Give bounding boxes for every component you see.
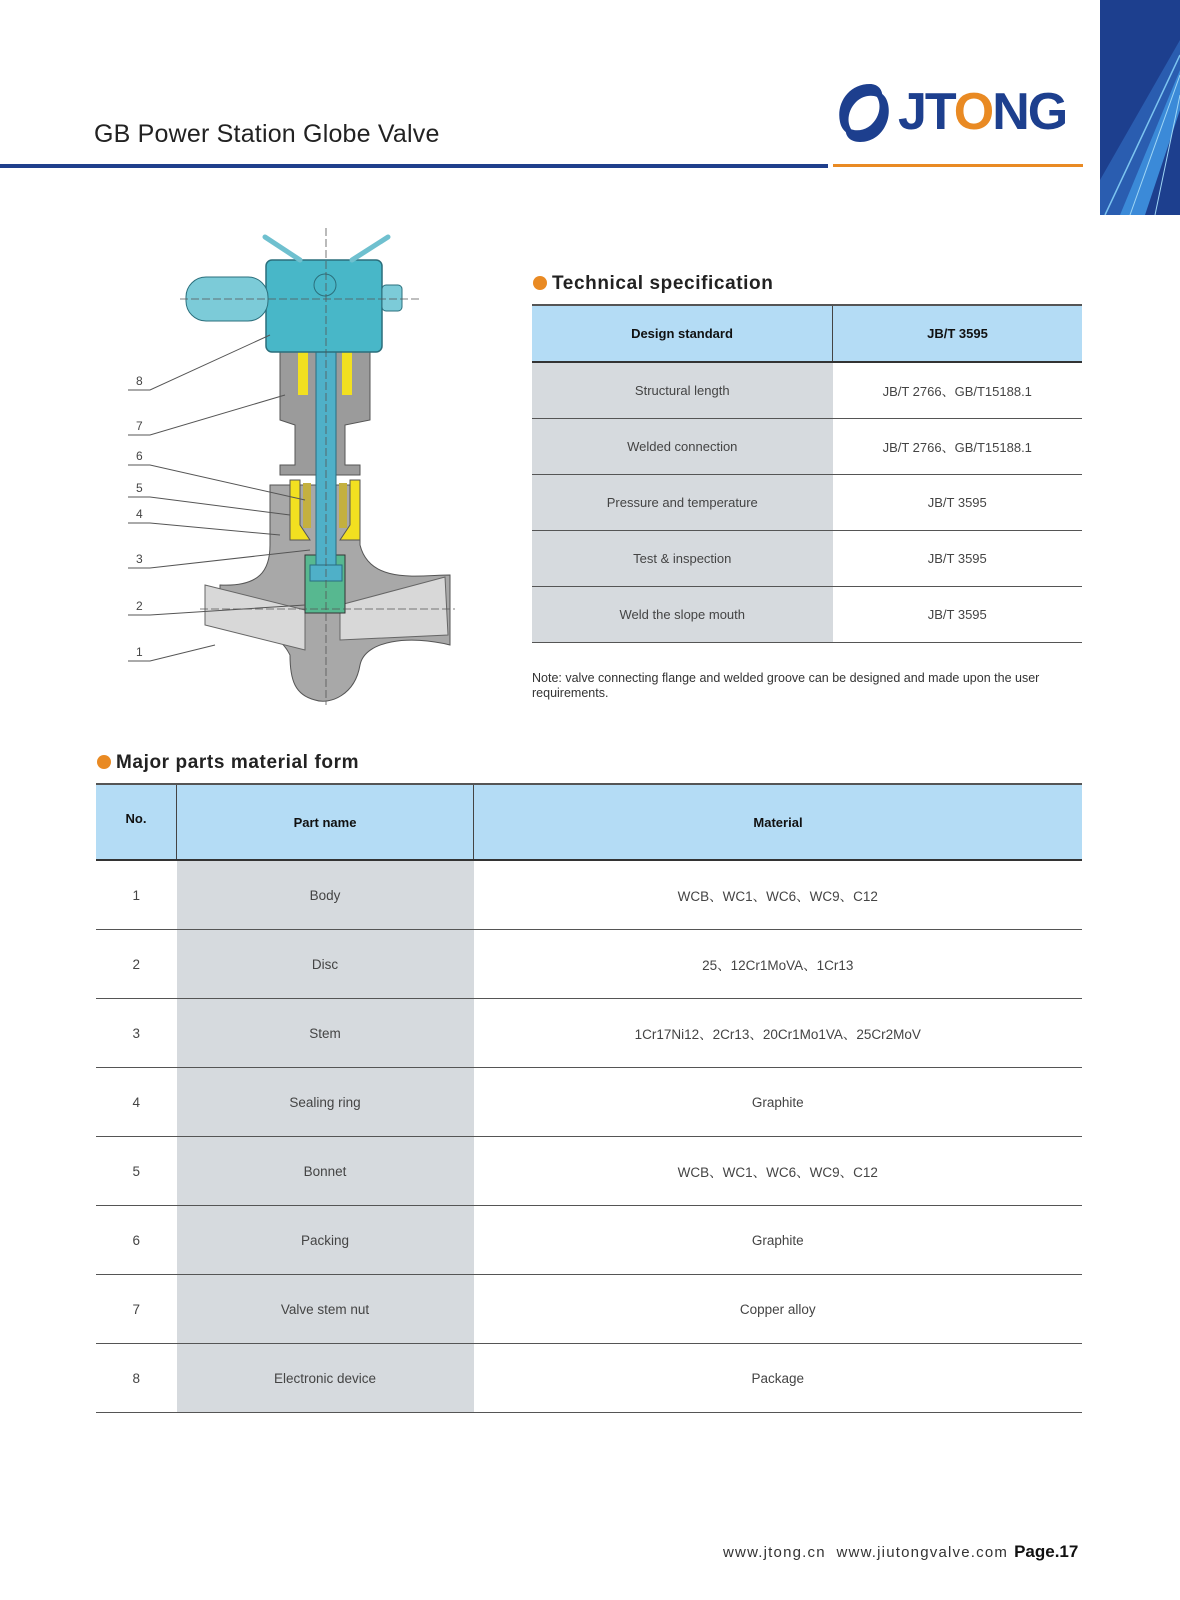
part-name: Stem — [177, 999, 474, 1068]
swirl-logo-icon — [832, 78, 896, 148]
part-no: 1 — [96, 860, 177, 930]
part-material: Graphite — [474, 1206, 1083, 1275]
design-standard-label: Design standard — [532, 305, 833, 362]
spec-value: JB/T 2766、GB/T15188.1 — [833, 419, 1083, 475]
col-header-no: No. — [96, 784, 177, 860]
parts-material-table — [96, 783, 1082, 1413]
valve-cross-section-diagram — [120, 225, 470, 725]
table-row — [96, 860, 1082, 930]
part-material: WCB、WC1、WC6、WC9、C12 — [474, 1137, 1083, 1206]
title-divider-blue — [0, 164, 828, 168]
part-name: Sealing ring — [177, 1068, 474, 1137]
spec-label: Structural length — [532, 362, 833, 419]
spec-value: JB/T 3595 — [833, 531, 1083, 587]
table-row — [96, 1137, 1082, 1206]
part-material: 1Cr17Ni12、2Cr13、20Cr1Mo1VA、25Cr2MoV — [474, 999, 1083, 1068]
parts-header-row — [96, 784, 1082, 860]
tech-spec-title: Technical specification — [552, 273, 774, 294]
part-name: Disc — [177, 930, 474, 999]
part-no: 4 — [96, 1068, 177, 1137]
footer-urls[interactable]: www.jtong.cn www.jiutongvalve.com — [723, 1544, 1009, 1561]
part-no: 2 — [96, 930, 177, 999]
callout-4: 4 — [136, 507, 143, 521]
spec-value: JB/T 3595 — [833, 475, 1083, 531]
table-row — [532, 531, 1082, 587]
part-name: Valve stem nut — [177, 1275, 474, 1344]
callout-1: 1 — [136, 645, 143, 659]
part-no: 5 — [96, 1137, 177, 1206]
spec-label: Pressure and temperature — [532, 475, 833, 531]
spec-label: Test & inspection — [532, 531, 833, 587]
tech-spec-heading — [533, 273, 773, 295]
page-number: Page.17 — [1014, 1542, 1079, 1561]
part-name: Bonnet — [177, 1137, 474, 1206]
page-title: GB Power Station Globe Valve — [94, 120, 440, 148]
table-row — [532, 362, 1082, 419]
part-material: Copper alloy — [474, 1275, 1083, 1344]
bullet-dot-icon — [533, 276, 547, 290]
part-name: Body — [177, 860, 474, 930]
table-row — [96, 1206, 1082, 1275]
table-row — [96, 1275, 1082, 1344]
part-name: Packing — [177, 1206, 474, 1275]
table-row — [96, 930, 1082, 999]
callout-5: 5 — [136, 481, 143, 495]
table-row — [96, 999, 1082, 1068]
brand-name: JTONG — [898, 83, 1067, 141]
part-material: Package — [474, 1344, 1083, 1413]
part-no: 7 — [96, 1275, 177, 1344]
table-row — [96, 1344, 1082, 1413]
table-row — [96, 1068, 1082, 1137]
part-material: WCB、WC1、WC6、WC9、C12 — [474, 860, 1083, 930]
part-no: 8 — [96, 1344, 177, 1413]
page-footer — [723, 1542, 1078, 1562]
callout-6: 6 — [136, 449, 143, 463]
spec-label: Welded connection — [532, 419, 833, 475]
callout-7: 7 — [136, 419, 143, 433]
callout-3: 3 — [136, 552, 143, 566]
part-no: 6 — [96, 1206, 177, 1275]
tech-spec-header-row — [532, 305, 1082, 362]
corner-decoration — [1100, 0, 1180, 215]
tech-spec-table — [532, 304, 1082, 643]
col-header-material: Material — [474, 784, 1083, 860]
col-header-part-name: Part name — [177, 784, 474, 860]
brand-logo — [832, 78, 1082, 148]
spec-note: Note: valve connecting flange and welded groove can be designed and made upon the user requirements. — [532, 671, 1040, 700]
callout-8: 8 — [136, 374, 143, 388]
spec-value: JB/T 3595 — [833, 587, 1083, 643]
part-name: Electronic device — [177, 1344, 474, 1413]
table-row — [532, 475, 1082, 531]
parts-title: Major parts material form — [116, 752, 360, 773]
design-standard-value: JB/T 3595 — [833, 305, 1083, 362]
spec-value: JB/T 2766、GB/T15188.1 — [833, 362, 1083, 419]
callout-2: 2 — [136, 599, 143, 613]
part-no: 3 — [96, 999, 177, 1068]
part-material: 25、12Cr1MoVA、1Cr13 — [474, 930, 1083, 999]
title-divider-orange — [833, 164, 1083, 167]
part-material: Graphite — [474, 1068, 1083, 1137]
spec-label: Weld the slope mouth — [532, 587, 833, 643]
table-row — [532, 587, 1082, 643]
bullet-dot-icon — [97, 755, 111, 769]
table-row — [532, 419, 1082, 475]
parts-heading — [97, 752, 359, 774]
